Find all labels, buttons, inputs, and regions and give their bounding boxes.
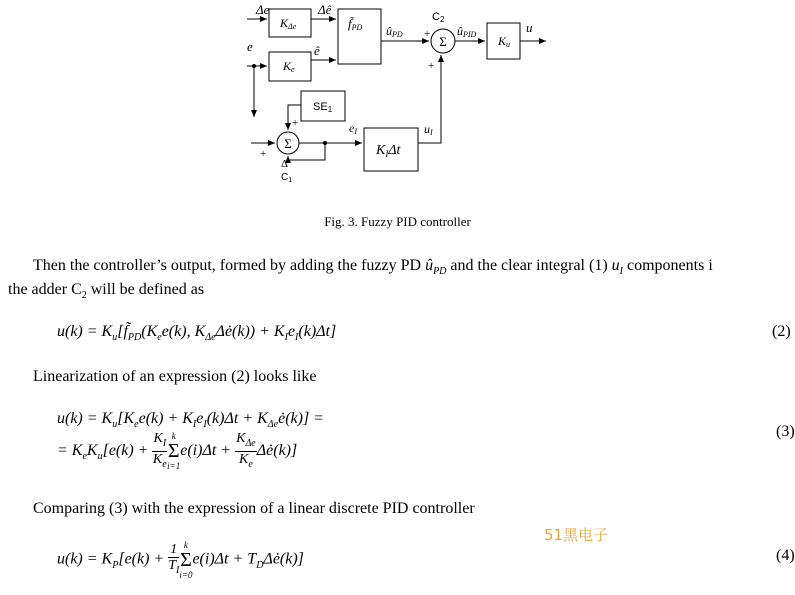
equation-4: $u(k) = K_P[e(k)$ + $\frac{1}{T_I}$ k Σ i=0 $e(i)\Delta t + T_D\Delta ė(k)$] (57, 540, 304, 580)
u-output-label: u (526, 20, 533, 35)
fuzzy-pid-block-diagram (0, 0, 795, 235)
para1-text-c: components i (623, 257, 713, 274)
e-hat-label: ê (314, 43, 320, 58)
f-pd-block (338, 9, 381, 64)
paragraph-2: Linearization of an expression (2) looks like (33, 368, 317, 385)
equation-3-line-2: = $K_eK_u[e(k)$ + $\frac{K_I}{K_e}$ k Σ i=1 e(i)Δt + $\frac{K_{\Delta e}}{K_e}$ Δė(k)] (57, 431, 298, 472)
sigma-c1: Σ (284, 136, 292, 151)
para1-text-b: and the clear integral (1) (446, 257, 612, 274)
sum-symbol-eq3: k Σ i=1 (167, 431, 181, 472)
branch-dot-e (252, 64, 256, 68)
e-input-label: e (247, 39, 253, 54)
e-i-label: eI (349, 121, 357, 136)
se1-label: SE1 (313, 101, 333, 114)
k-u-label: Ku (498, 34, 511, 49)
c2-label: C2 (432, 11, 445, 24)
equation-2: $u(k) = K_u[f̃_{PD}(K_ee(k)$, $K_{\Delta e}\Delta ė(k)) + K_Ie_I(k)\Delta t$] (57, 323, 337, 344)
c2-plus-bottom: + (428, 60, 435, 72)
figure-caption: Fig. 3. Fuzzy PID controller (324, 214, 471, 229)
equation-3-line-1: $u(k) = K_u[K_ee(k) + K_Ie_I(k)\Delta t$ + $K_{\Delta e}ė(k)$] = (57, 410, 324, 431)
para1-text-a: Then the controller’s output, formed by adding the fuzzy PD (33, 257, 426, 274)
branch-dot-ei (323, 141, 327, 145)
u-i-inline: $u_I$ (611, 257, 623, 278)
u-pid-label: ûPID (457, 24, 477, 39)
paragraph-1-line-1 (33, 256, 713, 282)
c2-plus-top: + (424, 28, 431, 40)
delta-e-hat-label: Δê (318, 2, 332, 17)
sum-symbol-eq4: k Σ i=0 (179, 540, 193, 580)
u-i-label: uI (424, 122, 433, 137)
f-pd-label: f̃PD (348, 16, 363, 32)
u-pd-label: ûPD (386, 24, 403, 39)
equation-2-number: (2) (772, 323, 791, 340)
watermark-text: 51黑电子 (544, 526, 609, 544)
equation-4-number: (4) (776, 547, 795, 564)
u-hat-pd-inline: $û_{PD}$ (425, 257, 447, 278)
fraction-1-ti: $\frac{1}{T_I}$ (168, 542, 180, 576)
paragraph-3: Comparing (3) with the expression of a linear discrete PID controller (33, 500, 475, 517)
k-e-label: Ke (283, 59, 295, 74)
k-de-label: KΔe (280, 16, 297, 31)
delta-c1-label: Δ (281, 158, 289, 170)
fraction-ki-ke: $\frac{K_I}{K_e}$ (152, 431, 167, 470)
c1-plus-top: + (292, 117, 299, 129)
fraction-kde-ke: $\frac{K_{\Delta e}}{K_e}$ (236, 431, 256, 470)
equation-3-number: (3) (776, 423, 795, 440)
paragraph-1-line-2: the adder $C_2$ will be defined as (8, 281, 205, 302)
c1-plus-left: + (260, 148, 267, 160)
ki-dt-label: $K_I\Delta t$ (376, 143, 401, 159)
sigma-c2: Σ (439, 34, 447, 49)
delta-e-input-label: Δe (256, 2, 270, 17)
c1-label: $C_1$ (281, 172, 293, 184)
